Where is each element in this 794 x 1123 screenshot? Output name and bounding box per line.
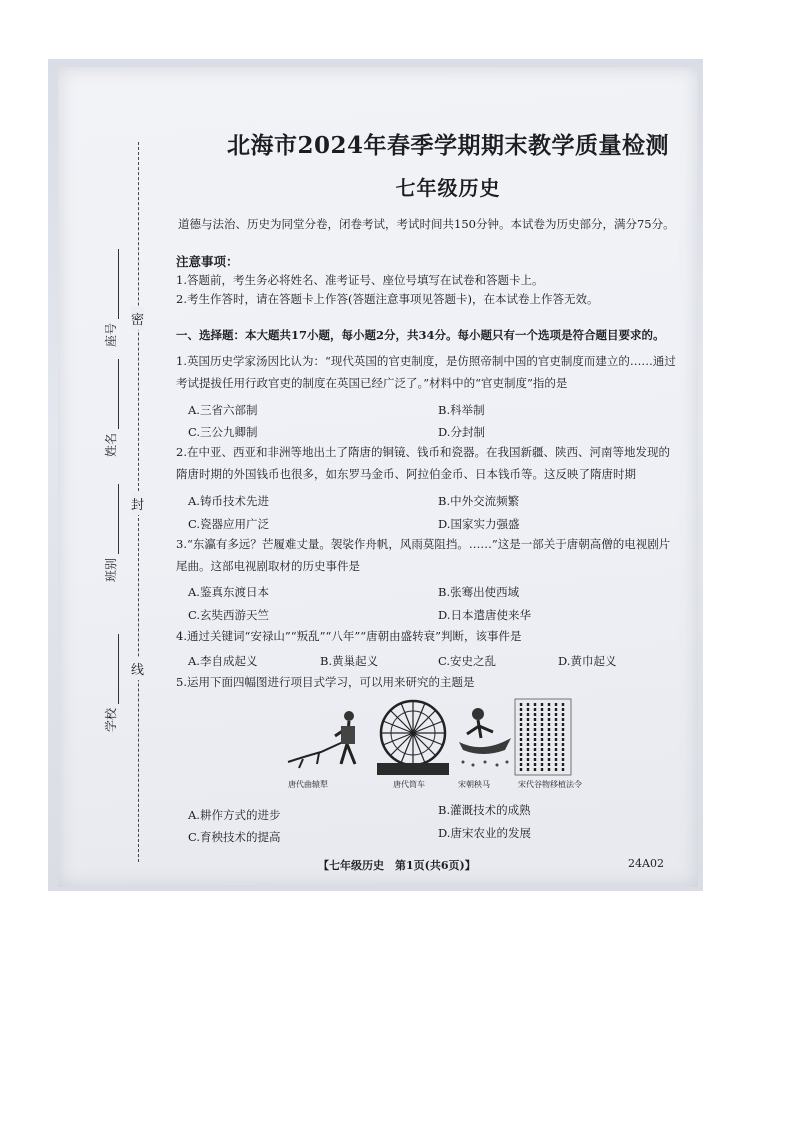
question-4-stem: 4.通过关键词“安禄山”“叛乱”“八年”“唐朝由盛转衰”判断，该事件是 [176,629,522,643]
exam-sheet [58,67,698,887]
plough-image [283,702,368,772]
q5-option-c: C.育秧技术的提高 [188,830,281,844]
paper-code: 24A02 [628,857,664,870]
q1-option-a: A.三省六部制 [188,403,258,417]
question-5-stem: 5.运用下面四幅图进行项目式学习，可以用来研究的主题是 [176,675,475,689]
photo-frame [48,59,703,891]
exam-intro: 道德与法治、历史为同堂分卷，闭卷考试，考试时间共150分钟。本试卷为历史部分，满分75分。 [178,217,675,231]
section-heading: 一、选择题：本大题共17小题，每小题2分，共34分。每小题只有一个选项是符合题目要求的。 [176,328,665,342]
question-1-stem: 1.英国历史学家汤因比认为：“现代英国的官吏制度，是仿照帝制中国的官吏制度而建立的……通过考试提拔任用行政官吏的制度在英国已经广泛了。”材料中的“官吏制度”指的是 [176,354,676,390]
q3-option-a: A.鉴真东渡日本 [188,585,269,599]
image-caption-2: 唐代筒车 [393,780,425,789]
decree-image [513,697,573,777]
field-school: 学校 [102,634,119,732]
seal-char-mi: 密 [131,307,144,330]
q2-option-c: C.瓷器应用广泛 [188,517,270,531]
question-3-stem: 3.“东瀛有多远？芒履难丈量。袈裟作舟帆，风雨莫阻挡。……”这是一部关于唐朝高僧的电视剧片尾曲。这部电视剧取材的历史事件是 [176,537,671,573]
seal-char-xian: 线 [131,657,144,680]
field-class: 班别 [102,484,119,582]
q4-option-d: D.黄巾起义 [558,654,617,668]
q5-option-d: D.唐宋农业的发展 [438,826,531,840]
page-footer: 【七年级历史 第1页(共6页)】 [318,859,476,872]
question-2-stem: 2.在中亚、西亚和非洲等地出土了隋唐的铜镜、钱币和瓷器。在我国新疆、陕西、河南等地发现的隋唐时期的外国钱币也很多，如东罗马金币、阿拉伯金币、日本钱币等。这反映了隋唐时期 [176,445,670,481]
notice-heading: 注意事项： [176,254,239,269]
q1-option-b: B.科举制 [438,403,485,417]
notice-item: 1.答题前，考生务必将姓名、准考证号、座位号填写在试卷和答题卡上。 [176,273,544,287]
q1-option-c: C.三公九卿制 [188,425,258,439]
exam-subtitle: 七年级历史 [395,176,501,200]
seedling-horse-image [453,702,518,772]
field-seat: 座号 [102,249,119,347]
image-caption-3: 宋朝秧马 [458,780,490,789]
field-name: 姓名 [102,359,119,457]
waterwheel-image [373,697,453,777]
q1-option-d: D.分封制 [438,425,485,439]
exam-title: 北海市2024年春季学期期末教学质量检测 [226,132,669,159]
q3-option-d: D.日本遣唐使来华 [438,608,531,622]
image-caption-1: 唐代曲辕犁 [288,780,328,789]
q2-option-a: A.铸币技术先进 [188,494,269,508]
q5-option-b: B.灌溉技术的成熟 [438,803,531,817]
image-caption-4: 宋代谷物移植法令 [518,780,582,789]
q3-option-b: B.张骞出使西域 [438,585,520,599]
q3-option-c: C.玄奘西游天竺 [188,608,270,622]
q4-option-b: B.黄巢起义 [320,654,379,668]
q2-option-d: D.国家实力强盛 [438,517,520,531]
q4-option-c: C.安史之乱 [438,654,497,668]
q5-option-a: A.耕作方式的进步 [188,808,281,822]
notice-item: 2.考生作答时，请在答题卡上作答(答题注意事项见答题卡)，在本试卷上作答无效。 [176,292,599,306]
q4-option-a: A.李自成起义 [188,654,258,668]
seal-char-feng: 封 [131,492,144,515]
q2-option-b: B.中外交流频繁 [438,494,520,508]
